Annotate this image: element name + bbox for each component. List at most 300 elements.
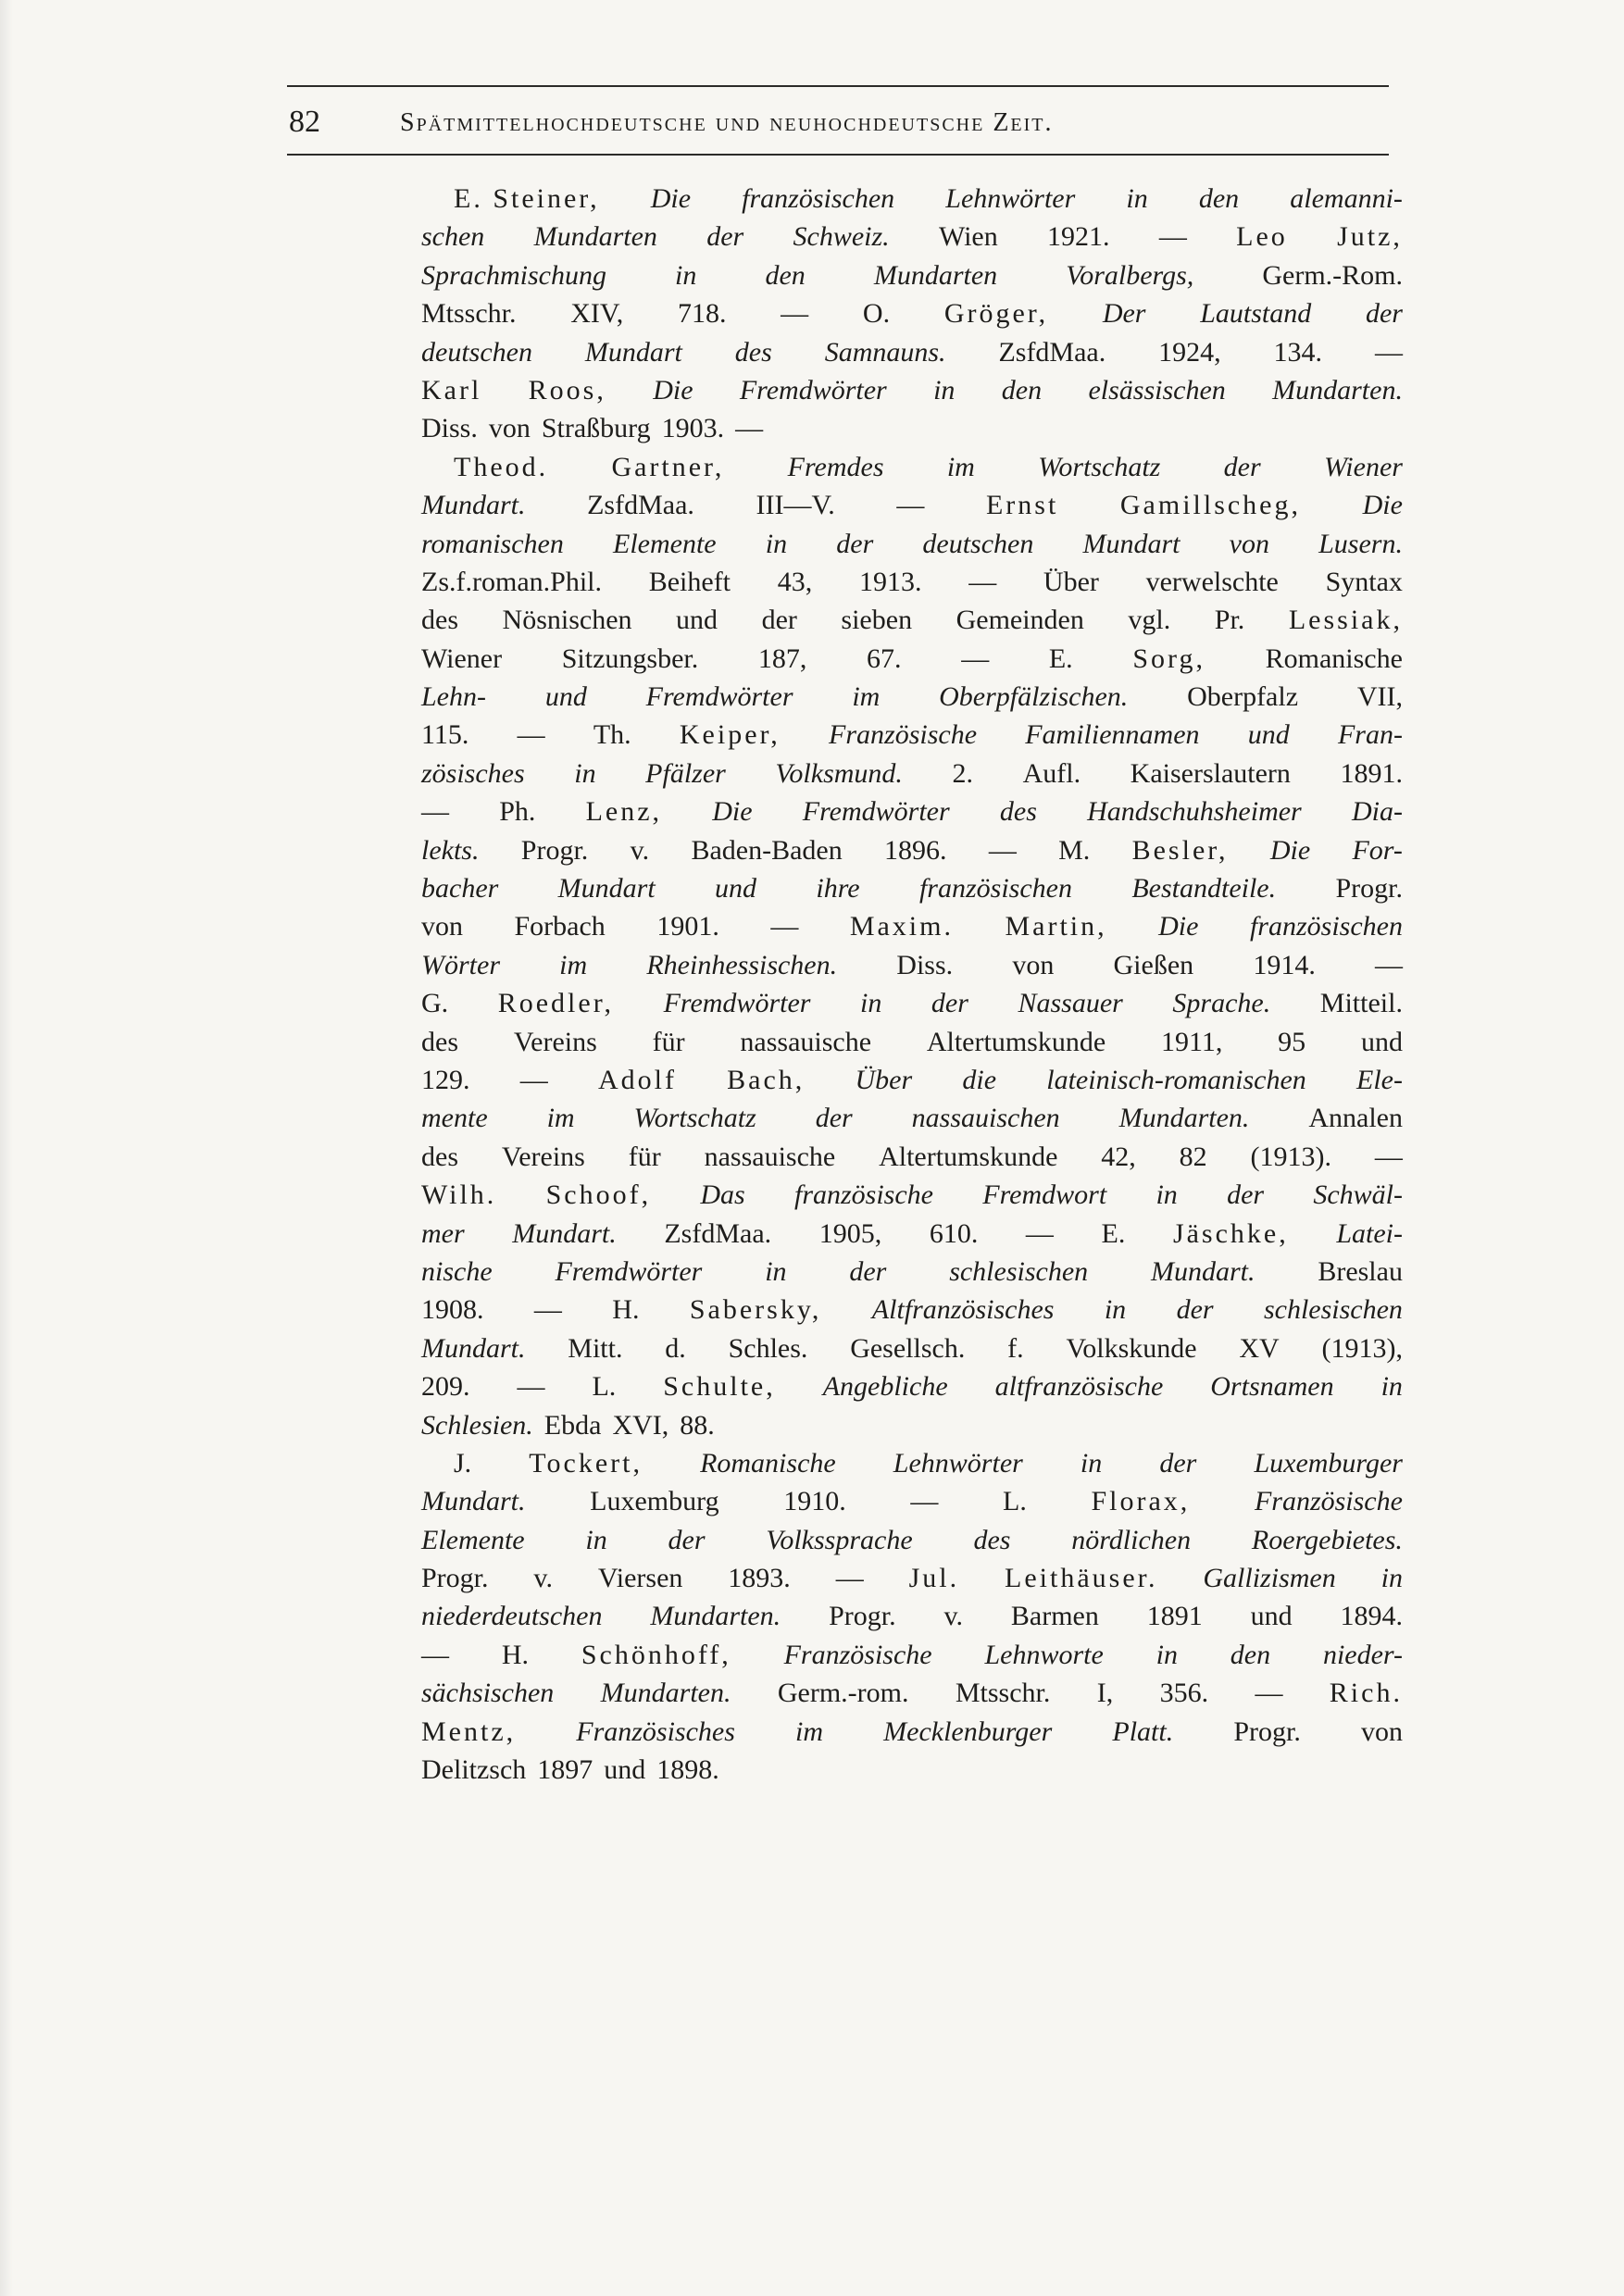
word: im (559, 949, 588, 980)
word: und (676, 605, 718, 636)
word: Mundart. (421, 490, 526, 521)
word: Fremdes (787, 451, 884, 482)
word: Romanische (700, 1447, 836, 1479)
word: Die (1158, 911, 1199, 942)
word: Über (855, 1064, 913, 1095)
word: Altfranzösisches (871, 1294, 1055, 1326)
word: niederdeutschen (421, 1601, 603, 1632)
word: Delitzsch (421, 1754, 527, 1786)
word: Gröger, (943, 298, 1049, 330)
word: Lehn- (421, 681, 486, 713)
word: (1913), (1321, 1332, 1403, 1364)
word: Fremdwort (982, 1179, 1107, 1211)
word: Theod. (454, 451, 549, 482)
word: Sabersky, (689, 1294, 822, 1326)
word: L. (1003, 1486, 1027, 1517)
word: Das (700, 1179, 745, 1211)
word: — (988, 834, 1017, 866)
text-line (421, 1176, 1403, 1214)
header-rule-bottom (287, 154, 1389, 156)
word: in (1380, 1371, 1403, 1403)
word: der (668, 1524, 706, 1555)
word: schlesischen (1263, 1294, 1403, 1326)
word: — (770, 911, 799, 942)
text-line (421, 486, 1403, 524)
word: Mtsschr. (421, 298, 517, 330)
word: — (968, 566, 997, 597)
text-line (421, 907, 1403, 945)
word: Lusern. (1318, 528, 1403, 559)
word: Vereins (501, 1141, 585, 1172)
word: Gießen (1113, 949, 1194, 980)
word: Ele- (1356, 1064, 1403, 1095)
word: 1924, (1158, 336, 1221, 368)
word: von (1229, 528, 1269, 559)
text-line (421, 831, 1403, 869)
word: Ph. (499, 796, 536, 828)
word: 67. (867, 643, 902, 674)
word: Rich. (1329, 1678, 1403, 1709)
word: Schoof, (545, 1179, 652, 1211)
word: f. (1007, 1332, 1024, 1364)
word: alemanni- (1290, 183, 1403, 214)
text-line (421, 180, 1403, 218)
word: Angebliche (822, 1371, 948, 1403)
word: Fremdwörter (663, 988, 811, 1019)
word: Mundart (584, 336, 682, 368)
word: 82 (1179, 1141, 1207, 1172)
word: — (1374, 1141, 1403, 1172)
word: 115. (421, 719, 469, 751)
word: in (675, 259, 697, 291)
text-line (421, 1367, 1403, 1405)
word: Luxemburg (590, 1486, 719, 1517)
text-line (421, 1559, 1403, 1597)
word: Mitteil. (1319, 988, 1403, 1019)
word: Besler, (1131, 834, 1229, 866)
word: Mundarten (873, 259, 998, 291)
word: Mundarten. (650, 1601, 781, 1632)
page-number: 82 (289, 105, 320, 139)
text-line (421, 1751, 1403, 1789)
word: Wiener (1323, 451, 1403, 482)
word: Über (1043, 566, 1099, 597)
word: Altertumskunde (926, 1026, 1106, 1057)
text-line (421, 1291, 1403, 1329)
word: 43, (777, 566, 813, 597)
word: schlesischen (949, 1255, 1089, 1287)
word: Sprachmischung (421, 259, 606, 291)
word: Mundart (1082, 528, 1181, 559)
word: in (574, 757, 596, 789)
word: Keiper, (679, 719, 781, 751)
word: Die (1269, 834, 1311, 866)
word: Französische (1254, 1486, 1403, 1517)
word: — (519, 1064, 548, 1095)
word: mente (421, 1103, 488, 1134)
text-line (421, 1023, 1403, 1061)
word: — (421, 796, 449, 828)
word: Zs.f.roman.Phil. (421, 566, 602, 597)
word: Sorg, (1132, 643, 1206, 674)
word: französischen (918, 873, 1072, 905)
word: Französische (783, 1639, 932, 1670)
word: Gamillscheg, (1119, 490, 1302, 521)
word: lateinisch-romanischen (1046, 1064, 1306, 1095)
word: schen (421, 221, 485, 253)
word: — (533, 1294, 562, 1326)
word: 1891. (1340, 757, 1403, 789)
word: — (517, 719, 545, 751)
word: Progr. (1335, 873, 1403, 905)
word: nördlichen (1071, 1524, 1192, 1555)
word: Roergebietes. (1251, 1524, 1403, 1555)
word: und (715, 873, 757, 905)
word: 1921. (1047, 221, 1110, 253)
word: Altertumskunde (879, 1141, 1058, 1172)
word: Platt. (1112, 1716, 1174, 1747)
word: Die (1362, 490, 1403, 521)
word: im (946, 451, 975, 482)
word: ZsfdMaa. (998, 336, 1106, 368)
word: Adolf (597, 1064, 677, 1095)
word: Gallizismen (1203, 1563, 1336, 1594)
word: — (781, 298, 809, 330)
word: Die (712, 796, 753, 828)
word: — (1255, 1678, 1283, 1709)
word: Aufl. (1022, 757, 1081, 789)
word: Pr. (1214, 605, 1245, 636)
word: Ortsnamen (1210, 1371, 1334, 1403)
word: für (652, 1026, 685, 1057)
word: Maxim. (849, 911, 954, 942)
word: Volkskunde (1066, 1332, 1197, 1364)
word: Sprache. (1172, 988, 1271, 1019)
word: Gesellsch. (850, 1332, 966, 1364)
word: französischen (1249, 911, 1403, 942)
word: 1905, (818, 1217, 882, 1249)
text-line (421, 1406, 1403, 1444)
text-line (421, 1215, 1403, 1253)
word: Familiennamen (1025, 719, 1200, 751)
word: Samnauns. (824, 336, 946, 368)
word: nassauischen (911, 1103, 1060, 1134)
word: nische (421, 1255, 493, 1287)
word: Barmen (1010, 1601, 1099, 1632)
word: französische (793, 1179, 933, 1211)
word: — (1374, 336, 1403, 368)
word: deutschen (922, 528, 1034, 559)
word: Mundart. (421, 1332, 526, 1364)
word: Die (650, 183, 692, 214)
text-line (421, 1253, 1403, 1291)
word: J. (454, 1447, 472, 1479)
word: 1903. (661, 413, 725, 444)
word: deutschen (421, 336, 532, 368)
word: von (1360, 1716, 1403, 1747)
word: 134. (1273, 336, 1323, 368)
word: Ebda (543, 1409, 602, 1441)
word: 129. (421, 1064, 470, 1095)
word: Mtsschr. (955, 1678, 1051, 1709)
word: 187, (757, 643, 807, 674)
word: 1910. (783, 1486, 846, 1517)
word: von (488, 413, 531, 444)
text-line (421, 601, 1403, 639)
word: Lehnwörter (945, 183, 1076, 214)
text-line (421, 1597, 1403, 1635)
word: verwelschte (1145, 566, 1279, 597)
word: Fremdwörter (645, 681, 793, 713)
word: Handschuhsheimer (1087, 796, 1302, 828)
word: Straßburg (541, 413, 651, 444)
word: Wien (938, 221, 998, 253)
word: For- (1352, 834, 1403, 866)
word: — (1158, 221, 1187, 253)
word: — (835, 1563, 864, 1594)
word: Florax, (1091, 1486, 1191, 1517)
word: Mentz, (421, 1716, 517, 1747)
word: französischen (742, 183, 895, 214)
word: — (896, 490, 925, 521)
word: — (421, 1639, 449, 1670)
word: der (836, 528, 874, 559)
word: I, (1096, 1678, 1114, 1709)
word: H. (501, 1639, 529, 1670)
word: des (421, 1026, 458, 1057)
word: XIV, (570, 298, 624, 330)
word: 1897 (537, 1754, 593, 1786)
word: und (1250, 1601, 1293, 1632)
word: in (860, 988, 882, 1019)
text-line (421, 869, 1403, 907)
page-edge-shadow (0, 0, 13, 2296)
word: den (1001, 374, 1043, 406)
word: Germ.-Rom. (1262, 259, 1403, 291)
text-line (421, 563, 1403, 601)
word: Germ.-rom. (777, 1678, 909, 1709)
text-line (421, 792, 1403, 830)
text-line (421, 1444, 1403, 1482)
word: Vereins (513, 1026, 597, 1057)
word: und (1360, 1026, 1403, 1057)
text-line (421, 409, 1403, 447)
word: Nösnischen (502, 605, 632, 636)
word: 1896. (884, 834, 947, 866)
word: vgl. (1128, 605, 1171, 636)
word: Tockert, (529, 1447, 643, 1479)
word: Fremdwörter (739, 374, 887, 406)
word: VII, (1356, 681, 1403, 713)
word: Schönhoff, (581, 1639, 731, 1670)
text-line (421, 218, 1403, 256)
text-line (421, 1713, 1403, 1751)
word: — (961, 643, 990, 674)
word: im (546, 1103, 575, 1134)
word: Schlesien. (421, 1409, 533, 1441)
text-line (421, 946, 1403, 984)
word: der (849, 1255, 887, 1287)
header-rule-top (287, 85, 1389, 87)
text-line (421, 984, 1403, 1022)
word: in (1126, 183, 1148, 214)
word: 1898. (656, 1754, 719, 1786)
word: in (585, 1524, 607, 1555)
word: Romanische (1265, 643, 1403, 674)
word: Mundarten (533, 221, 657, 253)
word: ZsfdMaa. (587, 490, 694, 521)
word: nassauische (704, 1141, 836, 1172)
word: Wortschatz (633, 1103, 756, 1134)
word: im (852, 681, 881, 713)
word: Der (1102, 298, 1146, 330)
word: Viersen (597, 1563, 683, 1594)
text-line (421, 1482, 1403, 1520)
word: Kaiserslautern (1130, 757, 1291, 789)
word: nieder- (1322, 1639, 1403, 1670)
word: der (706, 221, 744, 253)
word: H. (612, 1294, 640, 1326)
word: Diss. (421, 413, 478, 444)
word: Lautstand (1200, 298, 1312, 330)
word: Latei- (1336, 1217, 1403, 1249)
word: in (1104, 1294, 1127, 1326)
word: Bach, (727, 1064, 806, 1095)
word: Gemeinden (956, 605, 1084, 636)
word: Forbach (514, 911, 606, 942)
word: — (1374, 949, 1403, 980)
word: Mundart (557, 873, 656, 905)
word: romanischen (421, 528, 564, 559)
word: 88. (680, 1409, 715, 1441)
word: Progr. (520, 834, 589, 866)
word: des (421, 1141, 458, 1172)
word: Jäschke, (1172, 1217, 1289, 1249)
word: Voralbergs, (1066, 259, 1194, 291)
word: Wortschatz (1038, 451, 1161, 482)
word: Ernst (985, 490, 1059, 521)
word: für (628, 1141, 661, 1172)
word: Leo (1236, 221, 1288, 253)
word: Die (653, 374, 693, 406)
word: in (1380, 1563, 1403, 1594)
word: 1908. (421, 1294, 484, 1326)
word: Martin, (1005, 911, 1107, 942)
word: Bestandteile. (1131, 873, 1277, 905)
word: sächsischen (421, 1678, 555, 1709)
word: des (999, 796, 1037, 828)
text-line (421, 294, 1403, 332)
word: v. (533, 1563, 553, 1594)
text-line (421, 678, 1403, 716)
word: Progr. (421, 1563, 489, 1594)
text-line (421, 640, 1403, 678)
text-line (421, 1138, 1403, 1176)
word: Schweiz. (793, 221, 890, 253)
word: Nassauer (1018, 988, 1123, 1019)
word: 1893. (728, 1563, 791, 1594)
word: Annalen (1308, 1103, 1403, 1134)
word: G. (421, 988, 449, 1019)
word: der (1223, 451, 1261, 482)
word: in (1156, 1639, 1178, 1670)
word: Dia- (1351, 796, 1403, 828)
word: nassauische (740, 1026, 872, 1057)
word: im (795, 1716, 824, 1747)
word: der (1159, 1447, 1197, 1479)
word: elsässischen (1088, 374, 1226, 406)
word: den (1198, 183, 1240, 214)
word: der (761, 605, 797, 636)
word: der (1365, 298, 1403, 330)
word: Wörter (421, 949, 500, 980)
word: — (1025, 1217, 1054, 1249)
word: Jul. (908, 1563, 960, 1594)
text-line (421, 1521, 1403, 1559)
word: XVI, (612, 1409, 669, 1441)
word: — (910, 1486, 939, 1517)
word: in (933, 374, 956, 406)
word: in (1080, 1447, 1103, 1479)
text-line (421, 1636, 1403, 1674)
text-line (421, 1061, 1403, 1099)
word: des (973, 1524, 1011, 1555)
word: in (765, 1255, 787, 1287)
word: Baden-Baden (691, 834, 843, 866)
word: Fremdwörter (802, 796, 950, 828)
word: von (1012, 949, 1055, 980)
word: Mitt. (568, 1332, 623, 1364)
word: XV (1239, 1332, 1280, 1364)
word: der (815, 1103, 853, 1134)
word: Gartner, (611, 451, 725, 482)
word: von (421, 911, 463, 942)
word: Diss. (896, 949, 954, 980)
word: Lehnworte (984, 1639, 1104, 1670)
text-line (421, 716, 1403, 754)
word: 718. (677, 298, 727, 330)
word: Mundart. (421, 1486, 526, 1517)
word: v. (943, 1601, 964, 1632)
word: Roos, (528, 374, 606, 406)
word: Mundarten. (1118, 1103, 1250, 1134)
word: Mundarten. (1272, 374, 1403, 406)
word: ihre (816, 873, 860, 905)
word: 1891 (1146, 1601, 1203, 1632)
word: Lehnwörter (893, 1447, 1023, 1479)
word: in (1156, 1179, 1178, 1211)
word: Progr. (829, 1601, 896, 1632)
word: Pfälzer (645, 757, 726, 789)
word: III—V. (756, 490, 835, 521)
word: lekts. (421, 834, 480, 866)
text-line (421, 1099, 1403, 1137)
word: 610. (929, 1217, 979, 1249)
text-line (421, 755, 1403, 792)
bibliography-text (421, 180, 1403, 1789)
word: Mundart. (1150, 1255, 1255, 1287)
word: Oberpfälzischen. (939, 681, 1129, 713)
word: Luxemburger (1254, 1447, 1403, 1479)
word: der (1227, 1179, 1265, 1211)
word: der (1176, 1294, 1214, 1326)
text-line (421, 448, 1403, 486)
word: Roedler, (497, 988, 614, 1019)
word: M. (1058, 834, 1091, 866)
word: E. (1048, 643, 1073, 674)
word: Wiener (421, 643, 503, 674)
word: 1894. (1340, 1601, 1403, 1632)
